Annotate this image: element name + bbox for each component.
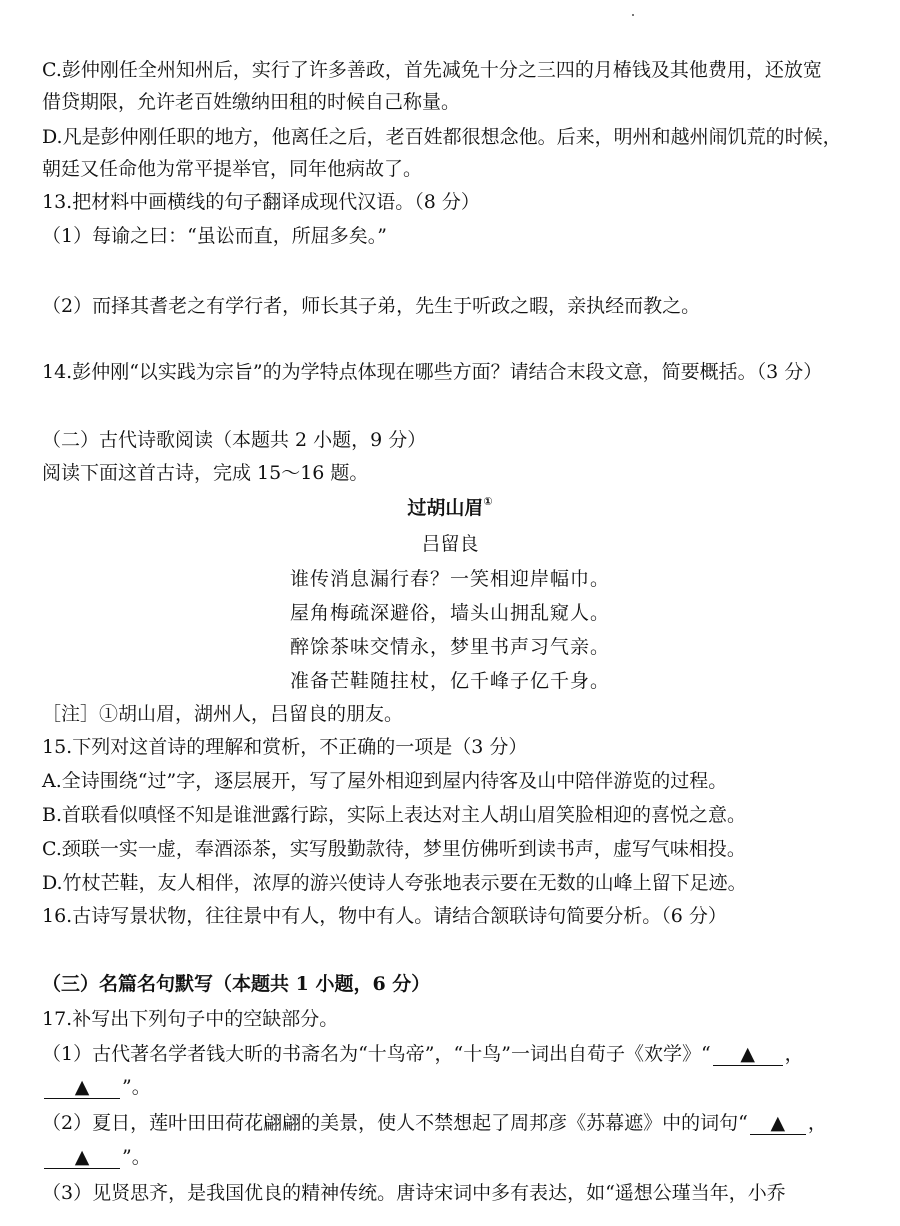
poem-note-mark: ① [483, 495, 493, 508]
question-16: 16.古诗写景状物，往往景中有人，物中有人。请结合颔联诗句简要分析。（6 分） [42, 905, 727, 927]
section-2-heading: （二）古代诗歌阅读（本题共 2 小题，9 分） [42, 429, 427, 451]
answer-blank[interactable]: ▲ [44, 1076, 120, 1099]
blank-close: ”。 [122, 1076, 151, 1098]
question-13: 13.把材料中画横线的句子翻译成现代汉语。（8 分） [42, 191, 480, 213]
option-d-line1: D.凡是彭仲刚任职的地方，他离任之后，老百姓都很想念他。后来，明州和越州闹饥荒的时候， [42, 126, 842, 148]
question-17-part2-line2 [42, 1144, 151, 1170]
blank-separator: ， [784, 1043, 804, 1065]
question-17-part2-line1 [42, 1110, 827, 1136]
question-17-part3: （3）见贤思齐，是我国优良的精神传统。唐诗宋词中多有表达，如“遥想公瑾当年，小乔 [42, 1182, 786, 1204]
option-c-line1: C.彭仲刚任全州知州后，实行了许多善政，首先减免十分之三四的月椿钱及其他费用，还放宽 [42, 59, 822, 81]
poem-author: 吕留良 [421, 533, 479, 555]
option-d-line2: 朝廷又任命他为常平提举官，同年他病故了。 [42, 158, 423, 180]
poem-verse: 醉馀茶味交情永，梦里书声习气亲。 [289, 636, 610, 658]
question-13-part1: （1）每谕之曰：“虽讼而直，所屈多矣。” [42, 225, 388, 247]
question-17: 17.补写出下列句子中的空缺部分。 [42, 1008, 339, 1030]
question-14: 14.彭仲刚“以实践为宗旨”的为学特点体现在哪些方面？请结合末段文意，简要概括。（3 分） [42, 361, 823, 383]
poem-instructions: 阅读下面这首古诗，完成 15～16 题。 [42, 462, 369, 484]
section-3-heading: （三）名篇名句默写（本题共 1 小题，6 分） [42, 973, 431, 995]
poem-title [0, 495, 900, 521]
question-15-option-b: B.首联看似嗔怪不知是谁泄露行踪，实际上表达对主人胡山眉笑脸相迎的喜悦之意。 [42, 804, 747, 826]
answer-blank[interactable]: ▲ [750, 1112, 806, 1135]
scan-speck [632, 14, 634, 16]
poem-verse: 屋角梅疏深避俗，墙头山拥乱窥人。 [289, 602, 610, 624]
question-17-part1-line1 [42, 1041, 804, 1067]
poem-verse: 准备芒鞋随拄杖，亿千峰子亿千身。 [289, 670, 610, 692]
poem-verse: 谁传消息漏行春？一笑相迎岸幅巾。 [289, 568, 610, 590]
question-15-option-d: D.竹杖芒鞋，友人相伴，浓厚的游兴使诗人夸张地表示要在无数的山峰上留下足迹。 [42, 872, 747, 894]
question-17-part1-line2 [42, 1074, 151, 1100]
poem-title-text: 过胡山眉 [407, 497, 484, 519]
question-15-option-a: A.全诗围绕“过”字，逐层展开，写了屋外相迎到屋内待客及山中陪伴游览的过程。 [42, 770, 728, 792]
question-15: 15.下列对这首诗的理解和赏析，不正确的一项是（3 分） [42, 736, 528, 758]
poem-footnote: ［注］①胡山眉，湖州人，吕留良的朋友。 [42, 703, 404, 725]
option-c-line2: 借贷期限，允许老百姓缴纳田租的时候自己称量。 [42, 91, 461, 113]
question-15-option-c: C.颈联一实一虚，奉酒添茶，实写殷勤款待，梦里仿佛听到读书声，虚写气味相投。 [42, 838, 746, 860]
answer-blank[interactable]: ▲ [44, 1146, 120, 1169]
question-17-part1-text: （1）古代著名学者钱大昕的书斋名为“十鸟帝”，“十鸟”一词出自荀子《欢学》“ [42, 1043, 711, 1065]
answer-blank[interactable]: ▲ [713, 1043, 783, 1066]
question-17-part2-text: （2）夏日，莲叶田田荷花翩翩的美景，使人不禁想起了周邦彦《苏幕遮》中的词句“ [42, 1112, 748, 1134]
question-13-part2: （2）而择其耆老之有学行者，师长其子弟，先生于听政之暇，亲执经而教之。 [42, 295, 701, 317]
blank-close: ”。 [122, 1146, 151, 1168]
blank-separator: ， [807, 1112, 827, 1134]
